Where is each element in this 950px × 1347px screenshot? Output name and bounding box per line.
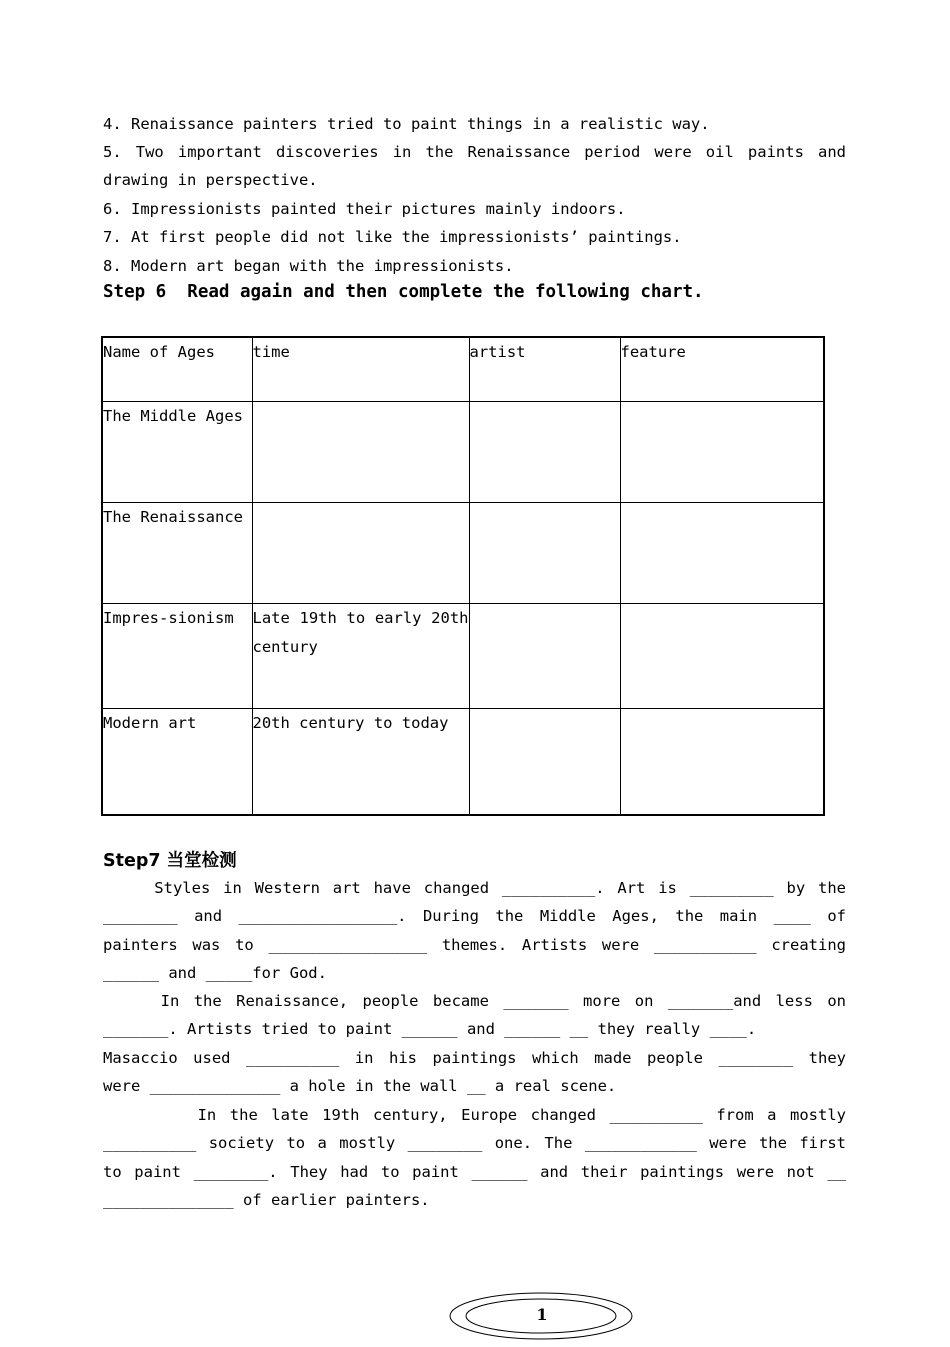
page-number: 1 [536,1305,548,1324]
cell-age-name: The Middle Ages [102,401,252,502]
cloze-line: were ______________ a hole in the wall __ a real scene. [103,1077,617,1096]
cloze-line: In the late 19th century, Europe changed __________ from a mostly [103,1106,846,1124]
cloze-line: Masaccio used __________ in his paintings which made people ________ they [103,1048,846,1067]
cloze-line: ________ and _________________. During the Middle Ages, the main ____ of [103,907,846,926]
cell-artist[interactable] [469,603,620,708]
cell-time[interactable] [252,401,469,502]
statement-7: 7. At first people did not like the impressionists’ paintings. [103,228,682,246]
step7-heading: Step7 当堂检测 [103,851,237,871]
cell-feature[interactable] [620,708,824,815]
cell-artist[interactable] [469,708,620,815]
cell-age-name: The Renaissance [102,502,252,603]
cell-feature[interactable] [620,401,824,502]
cloze-line: to paint ________. They had to paint ______ and their paintings were not __ [103,1162,846,1181]
statement-5: 5. Two important discoveries in the Renaissance period were oil paints and drawing in perspective. [103,143,856,190]
step6-heading: Step 6 Read again and then complete the following chart. [103,282,704,302]
header-time: time [252,337,469,401]
page-number-badge [449,1292,635,1342]
header-artist: artist [469,337,620,401]
cell-time[interactable]: 20th century to today [252,708,469,815]
header-name-of-ages: Name of Ages [102,337,252,401]
cloze-line: _______. Artists tried to paint ______ and ______ __ they really ____. [103,1020,757,1039]
table-row [102,603,824,708]
table-row [102,401,824,502]
cloze-line: ______ and _____for God. [103,964,327,983]
cloze-line: In the Renaissance, people became _______ more on _______and less on [103,992,846,1010]
cell-age-name: Modern art [102,708,252,815]
table-row [102,502,824,603]
table-header-row [102,337,824,401]
cloze-line: ______________ of earlier painters. [103,1191,430,1210]
cell-artist[interactable] [469,502,620,603]
cloze-line: Styles in Western art have changed __________. Art is _________ by the [103,879,846,897]
statement-4: 4. Renaissance painters tried to paint things in a realistic way. [103,115,710,133]
cloze-paragraph-1 [103,874,846,988]
cell-artist[interactable] [469,401,620,502]
cell-feature[interactable] [620,603,824,708]
cell-time[interactable]: Late 19th to early 20th century [252,603,469,708]
cell-feature[interactable] [620,502,824,603]
table-row [102,708,824,815]
ages-chart-table [101,336,825,816]
cell-time[interactable] [252,502,469,603]
header-feature: feature [620,337,824,401]
cloze-line: painters was to _________________ themes. Artists were ___________ creating [103,935,846,954]
statement-6: 6. Impressionists painted their pictures mainly indoors. [103,200,626,218]
cloze-line: __________ society to a mostly ________ one. The ____________ were the first [103,1134,846,1153]
cell-age-name: Impres-sionism [102,603,252,708]
cloze-paragraph-2 [103,987,846,1101]
statement-8: 8. Modern art began with the impressionists. [103,257,514,275]
cloze-paragraph-3 [103,1101,846,1215]
